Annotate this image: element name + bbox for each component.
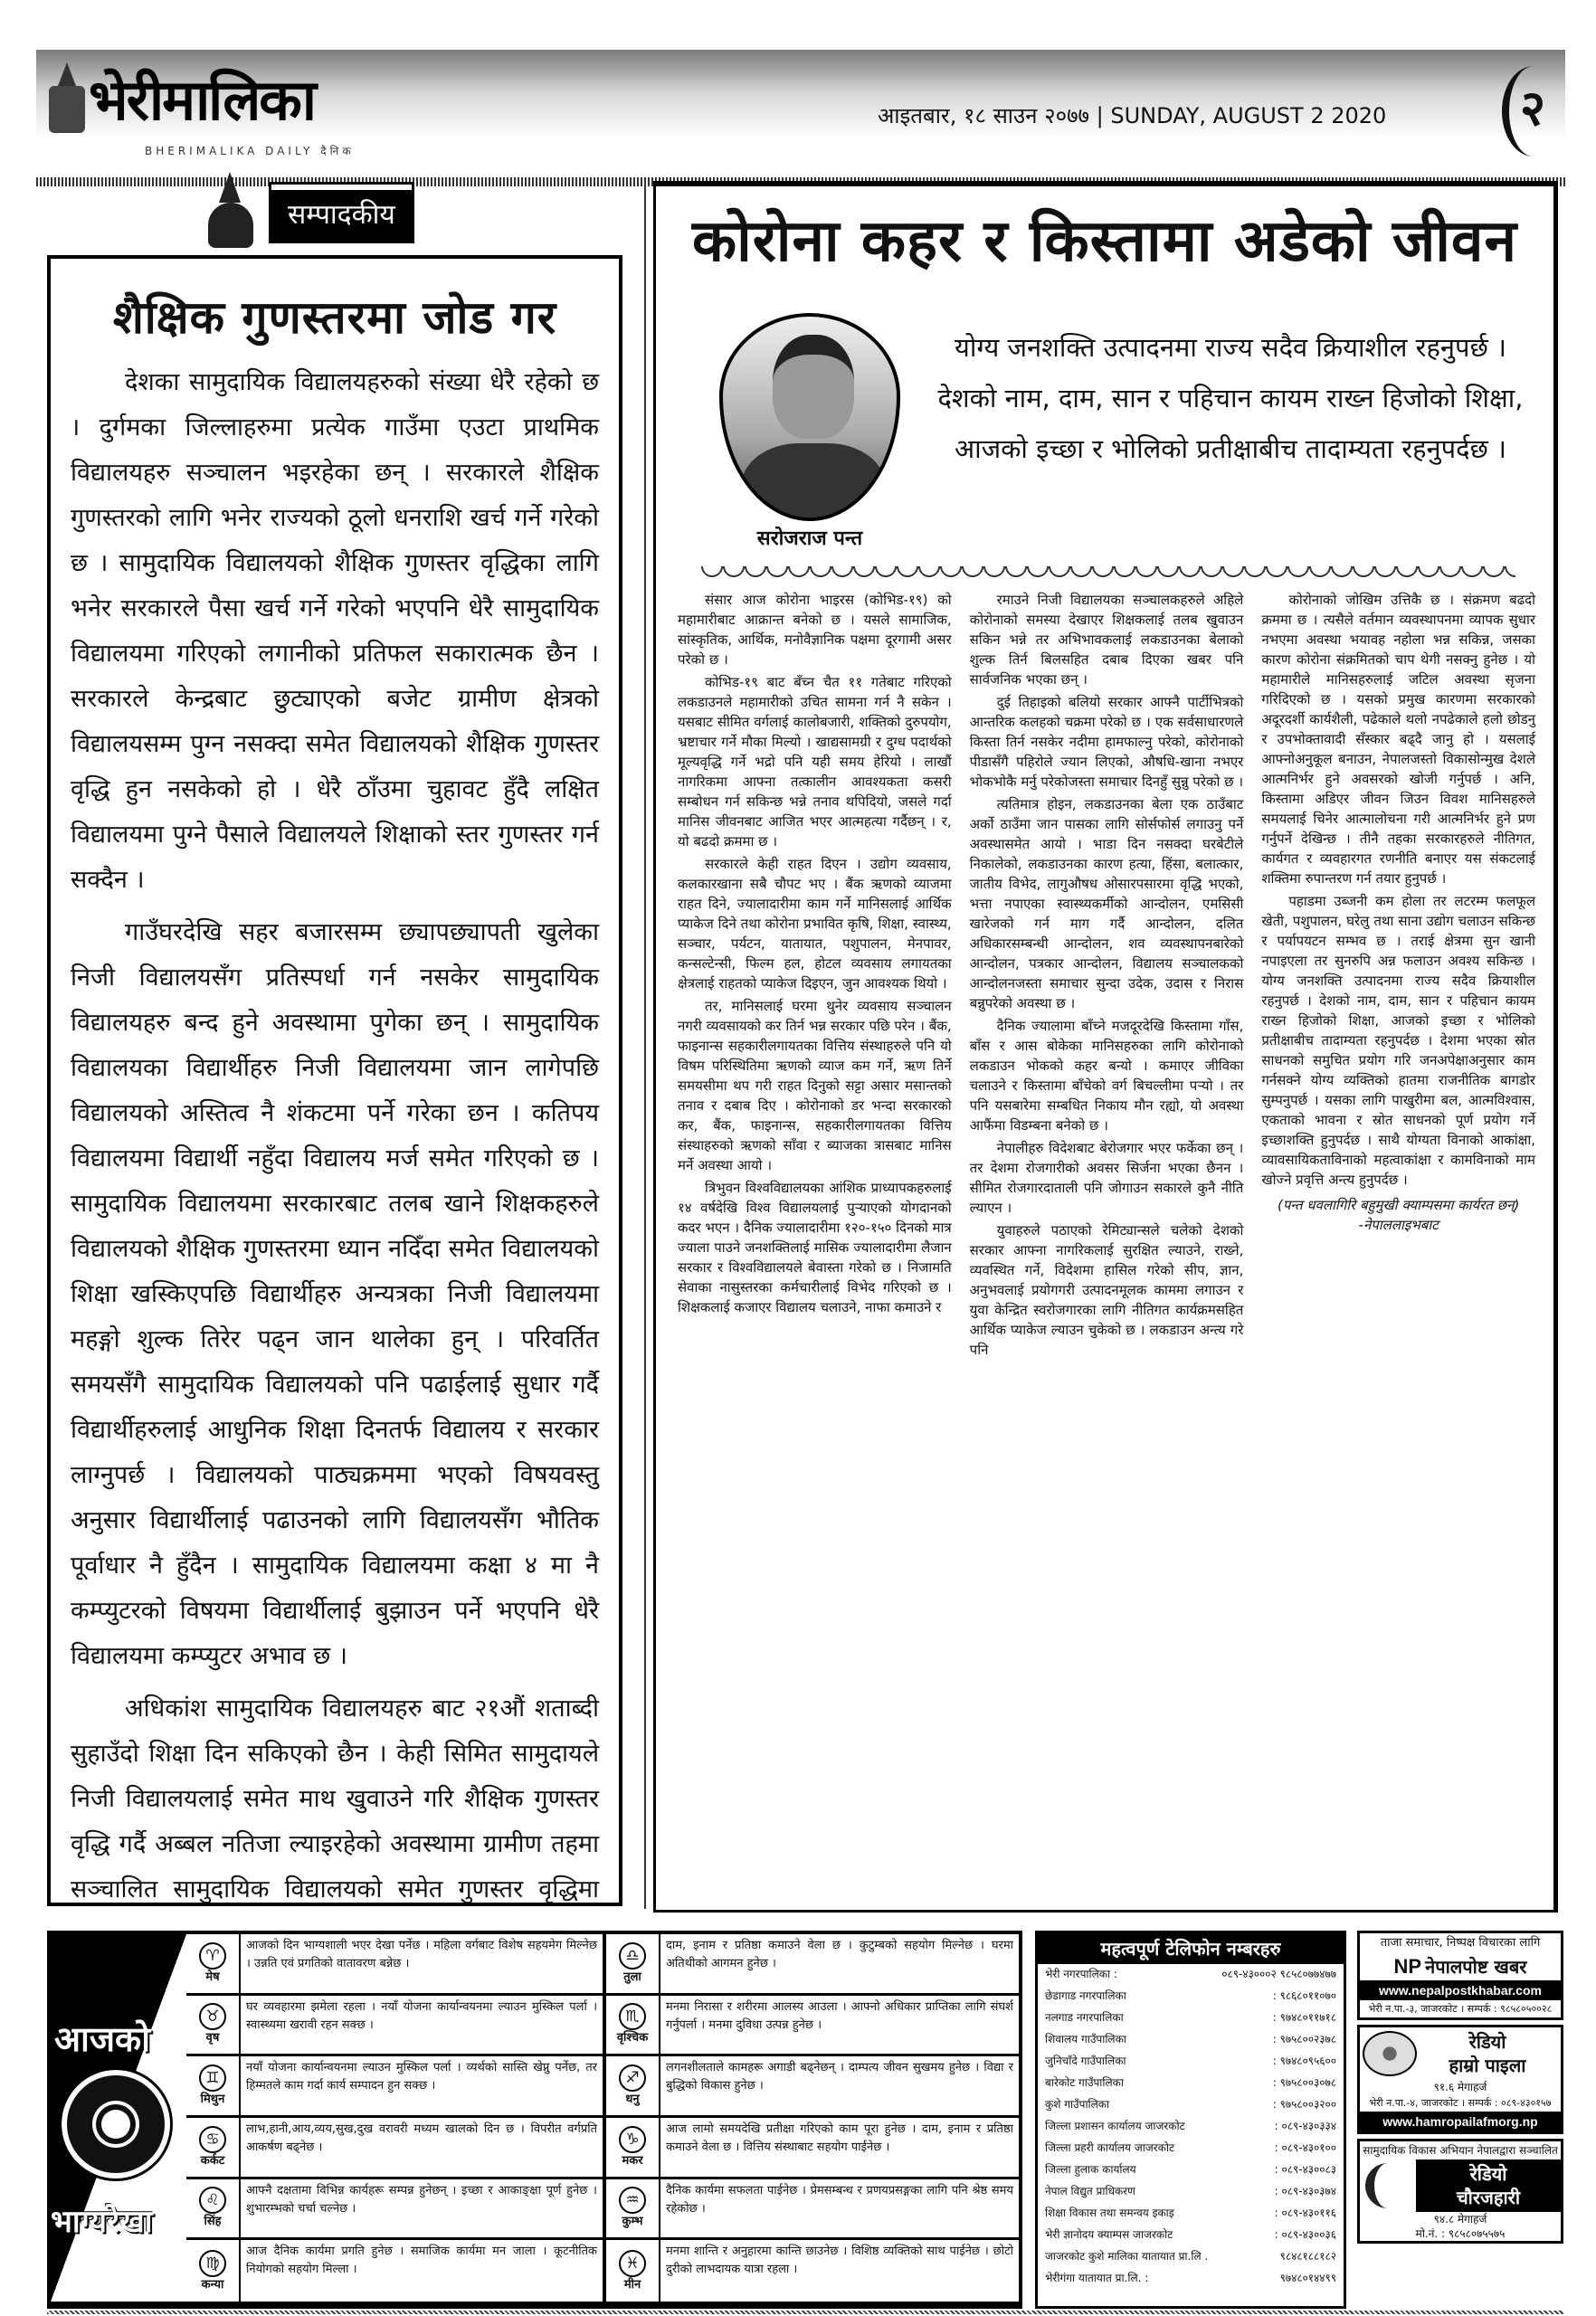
- phone-directory-title: महत्वपूर्ण टेलिफोन नम्बरहरु: [1038, 1933, 1344, 1964]
- hamro-paila-url[interactable]: www.hamropailafmorg.np: [1360, 2112, 1561, 2131]
- zodiac-sign: [606, 2056, 660, 2115]
- zodiac-name: वृष: [205, 2031, 220, 2045]
- horoscope-title-top: आजको: [54, 2019, 151, 2059]
- chaurjahari-frequency: ९४.८ मेगाहर्ज: [1433, 2213, 1487, 2226]
- phone-directory: [1035, 1931, 1346, 2309]
- phone-row: [1038, 2116, 1344, 2138]
- editorial-body: [71, 360, 599, 1906]
- hamro-paila-contact: भेरी न.पा.-४, जाजरकोट । सम्पर्क : ०८९-४३०१५७: [1369, 2097, 1552, 2109]
- phone-entity: जिल्ला प्रहरी कार्यालय जाजरकोट: [1045, 2141, 1175, 2154]
- chaurjahari-line2: चौरजहारी: [1456, 2187, 1521, 2208]
- phone-entity: कुशे गाउँपालिका: [1045, 2098, 1110, 2111]
- horoscope-row: [603, 2118, 1019, 2179]
- ad-radio-chaurjahari[interactable]: [1357, 2139, 1563, 2244]
- column-divider: [644, 181, 646, 1909]
- horoscope-row: [603, 2179, 1019, 2241]
- horoscope-text: आजको दिन भाग्यशाली भएर देखा पर्नेछ । महिला वर्गबाट विशेष सहयमेग मिल्नेछ । उन्नति एवं प्रगतिको वातावरण बन्नेछ ।: [246, 1939, 597, 1970]
- phone-number[interactable]: ९८४८१८८१८२: [1279, 2250, 1336, 2263]
- zodiac-sign: [186, 2240, 241, 2302]
- phone-list: [1038, 1964, 1344, 2290]
- chaurjahari-mobile: मो.नं. : ९८५८०७५५७५: [1415, 2227, 1506, 2240]
- horoscope-row: [186, 2179, 603, 2241]
- ad-nepalpost[interactable]: [1357, 1931, 1563, 2020]
- article-headline: कोरोना कहर र किस्तामा अडेको जीवन: [691, 207, 1518, 275]
- article-paragraph: सरकारले केही राहत दिएन । उद्योग व्यवसाय, कलकारखाना सबै चौपट भए । बैंक ऋणको व्याजमा राहत दिने, ज्यालादारीमा काम गर्ने मानिसलाई आर्थिक प्याकेज दिने तथा कोरोना प्रभावित कृषि, शिक्षा, स्वास्थ्य, सञ्चार, पर्यटन, यातायात, पशुपालन, मेनपावर, कन्सल्टेन्सी, फिल्म हल, होटल व्यवसाय लगायतका क्षेत्रलाई राहतको प्याकेज दिइएन, जुन आवश्यक थियो ।: [678, 856, 952, 992]
- horoscope-row: [603, 1934, 1019, 1996]
- phone-row: [1038, 2094, 1344, 2116]
- phone-number[interactable]: : ९८६८०११०७०: [1272, 1989, 1336, 2002]
- editorial-paragraph: देशका सामुदायिक विद्यालयहरुको संख्या धेरै रहेको छ । दुर्गमका जिल्लाहरुमा प्रत्येक गाउँमा एउटा प्राथमिक विद्यालयहरु सञ्चालन भइरहेका छन् । सरकारले शैक्षिक गुणस्तरको लागि भनेर राज्यको ठूलो धनराशि खर्च गर्ने गरेको छ । सामुदायिक विद्यालयको शैक्षिक गुणस्तर वृद्धिका लागि भनेर सरकारले पैसा खर्च गर्ने गरेको भएपनि धेरै सामुदायिक विद्यालयमा गरिएको लगानीको प्रतिफल सकारात्मक छैन । सरकारले केन्द्रबाट छुट्याएको बजेट ग्रामीण क्षेत्रको विद्यालयसम्म पुग्न नसक्दा समेत विद्यालयको शैक्षिक गुणस्तर वृद्धि हुन नसकेको हो । धेरै ठाँउमा चुहावट हुँदै लक्षित विद्यालयमा पुग्ने पैसाले विद्यालयले शिक्षाको स्तर गुणस्तर गर्न सक्दैन ।: [71, 368, 599, 894]
- article-paragraph: कोभिड-१९ बाट बँच्न चैत ११ गतेबाट गरिएको लकडाउनले महामारीको उचित सामना गर्न नै सकेन । यसबाट सीमित वर्गलाई कालोबजारी, शक्तिको दुरुपयोग, भ्रष्टाचार गर्ने मौका मिल्यो । खाद्यसामग्री र दुग्ध पदार्थको मूल्यवृद्धि गर्ने भद्रो पनि यही समय हेरियो । लाखौं नागरिकमा आफ्ना तत्कालीन आवश्यकता कसरी सम्बोधन गर्न सकिन्छ भन्ने तनाव थपिदियो, जसले गर्दा मानिस जीवनबाट आजित भएर आत्महत्या गर्दैछन् । र, यो बढदो क्रममा छ ।: [678, 674, 952, 850]
- zodiac-symbol-icon: ♍: [199, 2250, 226, 2277]
- horoscope-row: [186, 1996, 603, 2057]
- phone-row: [1038, 2029, 1344, 2051]
- zodiac-sign: [606, 1996, 660, 2055]
- phone-row: [1038, 2246, 1344, 2268]
- hamro-paila-line1: रेडियो: [1468, 2031, 1506, 2053]
- hamro-paila-line2: हाम्रो पाइला: [1449, 2055, 1526, 2076]
- horoscope-text: लाभ,हानी,आय,व्यय,सुख,दुख वरावरी मध्यम खालको दिन छ । विपरीत वर्गप्रति आकर्षण बढ्नेछ ।: [246, 2121, 597, 2154]
- article-paragraph: त्यतिमात्र होइन, लकडाउनका बेला एक ठाउँबाट अर्को ठाउँमा जान पासका लागि सोर्सफोर्स लगाउनु पर्ने अवस्थासमेत आयो । भाडा दिन नसक्दा घरबेटीले निकालेको, लकडाउनका कारण हत्या, हिंसा, बलात्कार, जातीय विभेद, लागुऔषध ओसारपसारमा वृद्धि भएको, भत्ता नपाएका स्वास्थ्यकर्मीको आन्दोलन, एमसिसी खारेजको गर्न माग गर्दै आन्दोलन, दलित अधिकारसम्बन्धी आन्दोलन, शव व्यवस्थापनबारेको आन्दोलन, पत्रकार आन्दोलन, विद्यालय सञ्चालकको आन्दोलनजस्ता समाचार सुन्दा उदेक, उदास र निरास बन्नुपरेको अवस्था छ ।: [969, 796, 1244, 1011]
- chaurjahari-name: [1416, 2159, 1561, 2212]
- zodiac-name: सिंह: [204, 2215, 222, 2229]
- phone-entity: नेपाल विद्युत प्राधिकरण: [1045, 2185, 1135, 2197]
- article-paragraph: तर, मानिसलाई घरमा थुनेर व्यवसाय सञ्चालन नगरी व्यवसायको कर तिर्न भन्न सरकार पछि परेन । बैंक, फाइनान्स सहकारीलगायतका वित्तिय संस्थाहरुले पनि यो विषम परिस्थितिमा ऋणको व्याज कम गर्ने, ऋण तिर्ने समयसीमा थप गरी राहत दिनुको सट्टा असार मसान्तको तनाव र दबाब दिए । कोरोनाको डर भन्दा सरकारको कर, बैंक, फाइनान्स, सहकारीलगायतका वित्तिय संस्थाहरुको ऋणको साँवा र ब्याजका त्रासबाट मानिस मर्ने अवस्था आयो ।: [678, 998, 952, 1173]
- zodiac-sign: [186, 1996, 241, 2055]
- zodiac-symbol-icon: ♒: [619, 2187, 646, 2214]
- horoscope-row: [603, 1996, 1019, 2057]
- author-note: (पन्त धवलागिरि बहुमुखी क्याम्पसमा कार्यरत छन्) -नेपाललाइभबाट: [1277, 1197, 1520, 1233]
- phone-number[interactable]: : ९७५८००२३७८: [1272, 2033, 1336, 2045]
- phone-number[interactable]: ९७४८०१४४९९: [1279, 2272, 1336, 2284]
- horoscope-section: [47, 1931, 1022, 2309]
- bottom-divider: [47, 2311, 1563, 2314]
- editorial-box: [47, 255, 622, 1906]
- ads-column: [1357, 1931, 1563, 2248]
- nepalpost-logo: [1360, 1953, 1561, 1980]
- chaurjahari-org: सामुदायिक विकास अभियान नेपालद्वारा सञ्चालित: [1363, 2144, 1558, 2157]
- article-columns: [678, 590, 1535, 1362]
- horoscope-text: लगनशीलताले कामहरू अगाडी बढ्नेछन् । दाम्पत्य जीवन सुखमय हुनेछ । विद्या र बुद्धिको विकास हुनेछ ।: [666, 2061, 1013, 2093]
- article-paragraph: युवाहरुले पठाएको रेमिट्यान्सले चलेको देशको सरकार आफ्ना नागरिकलाई सुरक्षित ल्याउने, राख्ने, व्यवस्थित गर्ने, विदेशमा हासिल गरेको सीप, ज्ञान, अनुभवलाई प्रयोगगरी उत्पादनमूलक काममा लगाउन र युवा केन्द्रित स्वरोजगारका लागि नीतिगत कार्यक्रमसहित आर्थिक प्याकेज ल्याउन चुकेको छ । लकडाउन अन्त्य गरे पनि: [969, 1222, 1244, 1358]
- zodiac-sign: [186, 2056, 241, 2115]
- phone-entity: भेरी नगरपालिका :: [1045, 1968, 1117, 1980]
- phone-number[interactable]: : ९७५८००३२००: [1272, 2098, 1336, 2111]
- hamro-paila-body: [1360, 2027, 1561, 2080]
- zodiac-name: तुला: [623, 1970, 641, 1984]
- ad-tagline: ताजा समाचार, निष्पक्ष विचारका लागि: [1380, 1936, 1541, 1950]
- article-paragraph: दैनिक ज्यालामा बाँच्ने मजदूरदेखि किस्तामा गाँस, बाँस र आस बोकेका मानिसहरुका लागि कोरोनाको लकडाउन भोकको कहर बन्यो । कमाएर जीविका चलाउने र किस्तामा बाँचेको वर्ग बिचल्लीमा पऱ्यो । तर पनि यसबारेमा सम्बधित निकाय मौन रह्यो, यो अवस्था आफैंमा विडम्बना बनेको छ ।: [969, 1018, 1244, 1134]
- horoscope-text: आफ्नै दक्षतामा विभिन्न कार्यहरू सम्पन्न हुनेछन् । इच्छा र आकाङ्क्षा पूर्ण हुनेछ । शुभारम्भको चर्चा चल्नेछ ।: [246, 2183, 597, 2216]
- phone-number[interactable]: : ०८९-४३००८३: [1274, 2163, 1336, 2176]
- author-box: [701, 313, 918, 552]
- zodiac-name: कर्कट: [200, 2153, 225, 2168]
- phone-entity: नलगाड नगरपालिका: [1045, 2011, 1124, 2024]
- zodiac-name: मेष: [205, 1970, 220, 1984]
- article-paragraph: पहाडमा उब्जनी कम होला तर लटरम्म फलफूल खेती, पशुपालन, घरेलु तथा साना उद्योग चलाउन सकिन्छ र पर्यापयटन सम्भव छ । तराई क्षेत्रमा सुन खानी नपाइएला तर सुनरुपि अन्न फलाउन अवश्य सकिन्छ । योग्य जनशक्ति उत्पादनमा राज्य सदैव क्रियाशील रहनुपर्छ । देशको नाम, दाम, सान र पहिचान कायम राख्न हिजोको शिक्षा, आजको इच्छा र भोलिको प्रतीक्षाबीच तादाम्यता रहनुपर्दछ । देशमा भएका स्रोत साधनको समुचित प्रयोग गरि जनअपेक्षाअनुसार काम गर्नसक्ने योग्य व्यक्तिको हातमा राजनीतिक बागडोर सुम्पनुपर्छ । यसका लागि पाखुरीमा बल, आत्मविश्वास, एकताको भावना र स्रोत साधनको पूर्ण प्रयोग गर्ने इच्छाशक्ति हुनुपर्दछ । साथै योग्यता विनाको आकांक्षा, व्यावसायिकताविनाको महत्वाकांक्षा र कामविनाको माम खोज्ने प्रवृत्ति अन्त्य हुनुपर्दछ ।: [1261, 893, 1536, 1188]
- phone-number[interactable]: : ०८९-४३०३३४: [1274, 2120, 1336, 2132]
- article-paragraph: रमाउने निजी विद्यालयका सञ्चालकहरुले अहिले कोरोनाको समस्या देखाएर शिक्षकलाई तलब खुवाउन सकिन भन्ने तर अभिभावकलाई लकडाउनका बेलाको शुल्क तिर्न बिलसहित दबाब दिएका खबर पनि सार्वजनिक भएका छन् ।: [969, 592, 1244, 688]
- zodiac-symbol-icon: ♋: [199, 2126, 226, 2153]
- horoscope-banner: [51, 1934, 186, 2302]
- horoscope-row: [186, 2240, 603, 2302]
- phone-number[interactable]: : ०८९-४३०११६: [1274, 2207, 1336, 2219]
- phone-entity: शिवालय गाउँपालिका: [1045, 2033, 1126, 2045]
- phone-row: [1038, 2073, 1344, 2094]
- phone-entity: जाजरकोट कुशे मालिका यातायात प्रा.लि .: [1045, 2250, 1209, 2263]
- zodiac-symbol-icon: ♈: [199, 1942, 226, 1970]
- horoscope-row: [603, 2056, 1019, 2118]
- zodiac-name: वृश्चिक: [616, 2031, 649, 2045]
- horoscope-row: [186, 2118, 603, 2179]
- nepalpost-contact: भेरी न.पा.-३, जाजरकोट । सम्पर्क : ९८५८०५००२८: [1368, 2003, 1553, 2015]
- zodiac-sign: [606, 2118, 660, 2177]
- phone-entity: छेडागाड नगरपालिका: [1045, 1989, 1126, 2002]
- zodiac-name: मिथुन: [200, 2093, 225, 2107]
- zodiac-symbol-icon: ♑: [619, 2126, 646, 2153]
- newspaper-subtitle: BHERIMALIKA DAILY दैनिक: [145, 145, 355, 157]
- phone-entity: जुनिचाँदे गाउँपालिका: [1045, 2055, 1126, 2067]
- ad-radio-hamro-paila[interactable]: [1357, 2025, 1563, 2134]
- masthead: [36, 50, 1565, 176]
- article-column-1: [678, 590, 952, 1362]
- phone-number[interactable]: : ९७४८०९५६००: [1272, 2055, 1336, 2067]
- phone-entity: भेरी ज्ञानोदय क्याम्पस जाजरकोट: [1045, 2228, 1173, 2241]
- phone-number[interactable]: : ०८९-४३०३७४: [1274, 2185, 1336, 2197]
- zodiac-sign: [606, 2179, 660, 2238]
- zodiac-symbol-icon: ♐: [619, 2064, 646, 2092]
- phone-entity: जिल्ला प्रशासन कार्यालय जाजरकोट: [1045, 2120, 1185, 2132]
- zodiac-wheel-icon: [62, 2070, 170, 2178]
- main-article: [653, 181, 1558, 1913]
- editorial-label: [199, 172, 412, 253]
- phone-number[interactable]: : ०८९-४३०१००: [1274, 2141, 1336, 2154]
- article-paragraph: दुई तिहाइको बलियो सरकार आफ्नै पार्टीभित्रको आन्तरिक कलहको चक्रमा परेको छ । एक सर्वसाधारणले किस्ता तिर्न नसकेर नदीमा हामफाल्नु परेको, कोरोनाको पीडासँगै पहिरोले ज्यान लिएको, औषधि-खाना नभएर भोकभोकै मर्नु परेकोजस्ता समाचार दिनहुँ सुन्नु परेको छ ।: [969, 694, 1244, 790]
- horoscope-text: नयाँ योजना कार्यान्वयनमा ल्याउन मुस्किल पर्ला । व्यर्थको सास्ति खेप्नु पर्नेछ, तर हिम्मतले काम गर्दा कार्य सम्पादन हुन सक्छ ।: [246, 2061, 597, 2093]
- horoscope-text: मनमा शान्ति र अनुहारमा कान्ति छाउनेछ । विशिष्ठ व्यक्तिको साथ पाईनेछ । छोटो दुरीको लाभदायक यात्रा रहला ।: [666, 2245, 1013, 2277]
- horoscope-text: मनमा निरासा र शरीरमा आलस्य आउला । आफ्नो अधिकार प्राप्तिका लागि संघर्श गर्नुपर्ला । मनमा दुविधा उत्पन्न हुनेछ ।: [666, 1999, 1013, 2032]
- article-paragraph: नेपालीहरु विदेशबाट बेरोजगार भएर फर्केका छन् । तर देशमा रोजगारीको अवसर सिर्जना भएका छैनन । सीमित रोजगारदाताली पनि जोगाउन सकारले कुनै नीति ल्याएन ।: [969, 1140, 1244, 1216]
- phone-entity: शिक्षा विकास तथा समन्वय इकाइ: [1045, 2207, 1174, 2219]
- editorial-paragraph: गाउँघरदेखि सहर बजारसम्म छ्यापछ्यापती खुलेका निजी विद्यालयसँग प्रतिस्पर्धा गर्न नसकेर सामुदायिक विद्यालयहरु बन्द हुने अवस्थामा पुगेका छन् । सामुदायिक विद्यालयका विद्यार्थीहरु निजी विद्यालयमा जान लागेपछि विद्यालयको अस्तित्व नै शंकटमा पर्ने गरेका छन । कतिपय विद्यालयमा विद्यार्थी नहुँदा विद्यालय मर्ज समेत गरिएको छ । सामुदायिक विद्यालयमा सरकारबाट तलब खाने शिक्षकहरुले विद्यालयको शैक्षिक गुणस्तरमा ध्यान नदिँदा समेत विद्यालयको शिक्षा खस्किएपछि विद्यार्थीहरु अन्यत्रका निजी विद्यालयमा महङ्गो शुल्क तिरेर पढ्न जान थालेका हुन् । परिवर्तित समयसँगै सामुदायिक विद्यालयको पनि पढाईलाई सुधार गर्दै विद्यार्थीहरुलाई आधुनिक शिक्षा दिनतर्फ विद्यालय र सरकार लाग्नुपर्छ । विद्यालयको पाठ्यक्रममा भएको विषयवस्तु अनुसार विद्यार्थीलाई पढाउनको लागि विद्यालयसँग भौतिक पूर्वाधार नै हुँदैन । सामुदायिक विद्यालयमा कक्षा ४ मा नै कम्प्युटरको विषयमा विद्यार्थीलाई बुझाउन पर्ने भएपनि धेरै विद्यालयमा कम्प्युटर अभाव छ ।: [71, 918, 599, 1670]
- newspaper-logo: [45, 57, 315, 138]
- zodiac-symbol-icon: ♓: [619, 2250, 646, 2277]
- phone-row: [1038, 2159, 1344, 2181]
- horoscope-text: आज दैनिक कार्यमा प्रगति हुनेछ । समाजिक कार्यमा मन जाला । कूटनीतिक नियोगको सहयोग मिल्ला ।: [246, 2245, 597, 2277]
- zodiac-sign: [606, 2240, 660, 2302]
- phone-row: [1038, 2225, 1344, 2246]
- zodiac-sign: [186, 2179, 241, 2238]
- pull-quote: योग्य जनशक्ति उत्पादनमा राज्य सदैव क्रियाशील रहनुपर्छ । देशको नाम, दाम, सान र पहिचान कायम राख्न हिजोको शिक्षा, आजको इच्छा र भोलिको प्रतीक्षाबीच तादाम्यता रहनुपर्दछ ।: [937, 332, 1524, 464]
- horoscope-row: [186, 2056, 603, 2118]
- horoscope-text: दाम, इनाम र प्रतिष्ठा कमाउने वेला छ । कुटुम्बको सहयोग मिल्नेछ । घरमा अतिथीको आगमन हुनेछ ।: [666, 1939, 1013, 1970]
- nepalpost-name: नेपालपोष्ट खबर: [1425, 1956, 1527, 1978]
- map-emblem-icon: [1363, 2031, 1417, 2076]
- zodiac-symbol-icon: ♌: [199, 2187, 226, 2214]
- phone-entity: जिल्ला हुलाक कार्यालय: [1045, 2163, 1136, 2176]
- np-logo-icon: NP: [1393, 1955, 1422, 1978]
- zodiac-sign: [606, 1934, 660, 1993]
- editorial-title: शैक्षिक गुणस्तरमा जोड गर: [112, 290, 557, 344]
- editorial-section-label: सम्पादकीय: [271, 185, 412, 241]
- zodiac-name: मीन: [623, 2277, 641, 2292]
- horoscope-text: आज लामो समयदेखि प्रतीक्षा गरिएको काम पूरा हुनेछ । दाम, इनाम र प्रतिष्ठा कमाउने वेला छ । वित्तिय संस्थाबाट सहयोग पाईनेछ ।: [666, 2121, 1013, 2154]
- phone-row: [1038, 2138, 1344, 2159]
- dateline: आइतबार, १८ साउन २०७७ | SUNDAY, AUGUST 2 2020: [878, 103, 1387, 128]
- zodiac-symbol-icon: ♏: [619, 2003, 646, 2030]
- phone-entity: बारेकोट गाउँपालिका: [1045, 2076, 1124, 2089]
- phone-row: [1038, 1986, 1344, 2008]
- phone-entity: भेरीगंगा यातायात प्रा.लि. :: [1045, 2272, 1149, 2284]
- horoscope-grid: [186, 1934, 1019, 2302]
- zodiac-name: कुम्भ: [622, 2215, 643, 2229]
- newspaper-title: भेरीमालिका: [89, 67, 315, 133]
- hamro-paila-name: [1417, 2030, 1558, 2077]
- hamro-paila-frequency: ९१.६ मेगाहर्ज: [1433, 2081, 1487, 2093]
- author-name: सरोजराज पन्त: [756, 527, 863, 550]
- temple-emblem-icon: [199, 172, 262, 253]
- article-paragraph: कोरोनाको जोखिम उत्तिकै छ । संक्रमण बढदो क्रममा छ । त्यसैले वर्तमान व्यवस्थापनमा व्यापक सुधार नभएमा अवस्था भयावह नहोला भन्न सकिन्न, जसका कारण कोरोना संक्रमितको चाप थेगी नसक्नु हुनेछ । यो महामारीले मानिसहरुलाई जटिल अवस्था सृजना गरिदिएको छ । यसको प्रमुख कारणमा सरकारको अदूरदर्शी कार्यशैली, पढेकाले थलो नपढेकाले हलो छोडनु र उपभोक्तावादी सँस्कार बढ्दै जानु हो । यसलाई आफ्नोअनुकूल बनाउन, नेपालजस्तो विकासोन्मुख देशले आत्मनिर्भर हुने अवसरको खोजी गर्नुपर्छ । अनि, किस्तामा अडिएर जीवन जिउन विवश मानिसहरुले समयलाई चिनेर आत्मालोचना गरी आत्मनिर्भर हुने प्रण गर्नुपर्ने देखिन्छ । तीनै तहका सरकारहरुले नीतिगत, कार्यगत र व्यवहारगत रणनीति बनाएर यस संकटलाई शक्तिमा रुपान्तरण गर्न तयार हुनुपर्छ ।: [1261, 592, 1536, 887]
- chaurjahari-body: [1360, 2159, 1561, 2212]
- phone-row: [1038, 2051, 1344, 2073]
- zodiac-sign: [186, 1934, 241, 1993]
- zodiac-sign: [186, 2118, 241, 2177]
- phone-row: [1038, 2203, 1344, 2225]
- zodiac-symbol-icon: ♊: [199, 2064, 226, 2092]
- hands-emblem-icon: [1365, 2163, 1411, 2208]
- phone-number[interactable]: : ९७५८००३०७८: [1272, 2076, 1336, 2089]
- article-paragraph: त्रिभुवन विश्वविद्यालयका आंशिक प्राध्यापकहरुलाई १४ वर्षदेखि विश्व विद्यालयलाई पुऱ्याएको योगदानको कदर भएन । दैनिक ज्यालादारीमा १२०-१५० दिनको मात्र ज्याला पाउने जनशक्तिलाई मासिक ज्यालादारीमा लैजान सरकार र विश्वविद्यालयले बेवास्ता गरेको छ । निजामति सेवाका नासुस्तरका कर्मचारीलाई विभेद गरिएको छ । शिक्षकलाई कजाएर विद्यालय चलाउने, नाफा कमाउने र: [678, 1180, 952, 1315]
- phone-row: [1038, 2181, 1344, 2203]
- editorial-paragraph: अधिकांश सामुदायिक विद्यालयहरु बाट २१औं शताब्दी सुहाउँदो शिक्षा दिन सकिएको छैन । केही सिमित सामुदायले निजी विद्यालयलाई समेत माथ खुवाउने गरि शैक्षिक गुणस्तर वृद्धि गर्दै अब्बल नतिजा ल्याइरहेको अवस्थामा ग्रामीण तहमा सञ्चालित सामुदायिक विद्यालयको समेत गुणस्तर वृद्धिमा: [71, 1694, 599, 1903]
- horoscope-text: दैनिक कार्यमा सफलता पाईनेछ । प्रेमसम्बन्ध र प्रणयप्रसङ्गका लागि पनि श्रेष्ठ समय रहेकोछ ।: [666, 2183, 1013, 2216]
- zodiac-name: कन्या: [201, 2277, 224, 2292]
- horoscope-text: घर व्यवहारमा झमेला रहला । नयाँ योजना कार्यान्वयनमा ल्याउन मुस्किल पर्ला । स्वास्थ्यमा खरावी रहन सक्छ ।: [246, 1999, 597, 2032]
- nepalpost-url[interactable]: www.nepalpostkhabar.com: [1360, 1980, 1561, 2000]
- zodiac-name: धनु: [625, 2093, 640, 2107]
- phone-number[interactable]: : ०८९-४३००३६: [1274, 2228, 1336, 2241]
- article-paragraph: संसार आज कोरोना भाइरस (कोभिड-१९) को महामारीबाट आक्रान्त बनेको छ । यसले सामाजिक, सांस्कृतिक, आर्थिक, मनोवैज्ञानिक पक्षमा दूरगामी असर परेको छ ।: [678, 592, 952, 668]
- horoscope-title-bottom: भाग्यरेखा: [51, 2204, 153, 2240]
- wave-divider: [701, 566, 1515, 583]
- temple-logo-icon: [45, 57, 89, 138]
- chaurjahari-line1: रेडियो: [1469, 2163, 1507, 2185]
- phone-number[interactable]: ०८९-४३०००२ ९८५८०७७४७७: [1221, 1968, 1336, 1980]
- phone-number[interactable]: : ९७४८०११७१८: [1272, 2011, 1336, 2024]
- phone-row: [1038, 2008, 1344, 2029]
- phone-row: [1038, 1964, 1344, 1986]
- zodiac-symbol-icon: ♉: [199, 2003, 226, 2030]
- article-column-2: [970, 590, 1244, 1362]
- zodiac-name: मकर: [622, 2153, 643, 2168]
- horoscope-row: [603, 2240, 1019, 2302]
- page-number: २: [1520, 80, 1546, 137]
- phone-row: [1038, 2268, 1344, 2290]
- article-column-3: [1261, 590, 1535, 1362]
- zodiac-symbol-icon: ♎: [619, 1942, 646, 1970]
- horoscope-row: [186, 1934, 603, 1996]
- author-photo: [719, 313, 900, 521]
